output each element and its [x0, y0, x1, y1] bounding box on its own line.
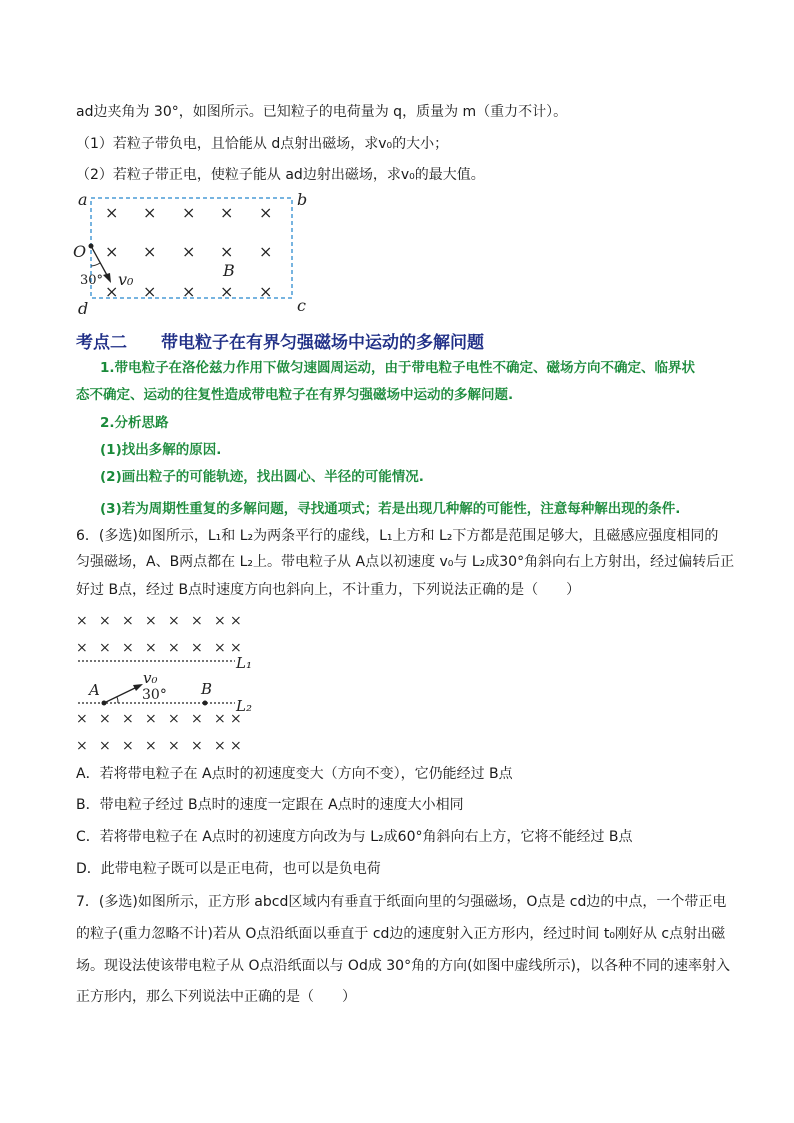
point-o-label: O	[73, 242, 87, 261]
cross-row: ×	[145, 711, 157, 727]
cross-mark: ×	[220, 203, 234, 222]
cross-row: ×	[230, 738, 242, 754]
question-7-stem: 7．(多选)如图所示，正方形 abcd区域内有垂直于纸面向里的匀强磁场，O点是 cd边的中点，一个带正电	[76, 894, 727, 910]
cross-row: ×	[99, 711, 111, 727]
cross-mark: ×	[259, 242, 273, 261]
cross-row: ×	[145, 640, 157, 656]
cross-mark: ×	[182, 203, 196, 222]
question-7-stem: 正方形内，那么下列说法中正确的是（ ）	[76, 989, 356, 1005]
question-6-stem: 6．(多选)如图所示，L₁和 L₂为两条平行的虚线，L₁上方和 L₂下方都是范围足够大，且磁感应强度相同的	[76, 528, 719, 544]
cross-row: ×	[76, 613, 88, 629]
question-6-stem: 匀强磁场，A、B两点都在 L₂上。带电粒子从 A点以初速度 v₀与 L₂成30°角斜向右上方射出，经过偏转后正	[76, 554, 735, 570]
cross-mark: ×	[182, 242, 196, 261]
option-c: C．若将带电粒子在 A点时的初速度方向改为与 L₂成60°角斜向右上方，它将不能经过 B点	[76, 829, 633, 845]
cross-row: ×	[76, 640, 88, 656]
question-7-stem: 的粒子(重力忽略不计)若从 O点沿纸面以垂直于 cd边的速度射入正方形内，经过时间 t₀刚好从 c点射出磁	[76, 926, 726, 942]
cross-row: ×	[191, 640, 203, 656]
method-step: 2.分析思路	[100, 415, 169, 431]
option-a: A．若将带电粒子在 A点时的初速度变大（方向不变），它仍能经过 B点	[76, 766, 513, 782]
l1-label: L₁	[236, 654, 252, 672]
cross-row: ×	[168, 738, 180, 754]
cross-mark: ×	[143, 242, 157, 261]
question-2: （2）若粒子带正电，使粒子能从 ad边射出磁场，求v₀的最大值。	[76, 167, 485, 183]
cross-mark: ×	[105, 242, 119, 261]
cross-mark: ×	[259, 203, 273, 222]
intro-line: ad边夹角为 30°，如图所示。已知粒子的电荷量为 q，质量为 m（重力不计）。	[76, 104, 568, 120]
question-1: （1）若粒子带负电，且恰能从 d点射出磁场，求v₀的大小；	[76, 136, 449, 152]
corner-c: c	[297, 296, 306, 315]
cross-row: ×	[230, 640, 242, 656]
cross-row: ×	[145, 613, 157, 629]
field-b-label: B	[223, 261, 235, 280]
cross-row: ×	[99, 738, 111, 754]
cross-row: ×	[99, 613, 111, 629]
option-d: D．此带电粒子既可以是正电荷，也可以是负电荷	[76, 861, 381, 877]
method-paragraph: 态不确定、运动的往复性造成带电粒子在有界匀强磁场中运动的多解问题.	[76, 387, 514, 403]
section-label: 考点二	[76, 333, 127, 353]
method-step: (2)画出粒子的可能轨迹，找出圆心、半径的可能情况.	[100, 469, 424, 485]
cross-row: ×	[214, 613, 226, 629]
cross-mark: ×	[105, 203, 119, 222]
question-7-stem: 场。现设法使该带电粒子从 O点沿纸面以与 Od成 30°角的方向(如图中虚线所示)，以各种不同的速率射入	[76, 958, 731, 974]
cross-row: ×	[99, 640, 111, 656]
cross-row: ×	[168, 640, 180, 656]
corner-a: a	[78, 190, 88, 209]
point-a-label: A	[89, 681, 100, 699]
method-paragraph: 1.带电粒子在洛伦兹力作用下做匀速圆周运动，由于带电粒子电性不确定、磁场方向不确定、临界状	[100, 360, 696, 376]
cross-row: ×	[76, 711, 88, 727]
cross-row: ×	[122, 613, 134, 629]
cross-row: ×	[122, 738, 134, 754]
cross-row: ×	[230, 711, 242, 727]
cross-row: ×	[214, 711, 226, 727]
velocity-label: v₀	[143, 669, 158, 687]
cross-mark: ×	[182, 282, 196, 301]
cross-row: ×	[214, 738, 226, 754]
angle-label: 30°	[80, 273, 104, 288]
angle-arc	[117, 697, 118, 703]
velocity-vector	[104, 687, 137, 703]
point-b	[203, 701, 208, 706]
cross-mark: ×	[143, 282, 157, 301]
cross-row: ×	[122, 711, 134, 727]
cross-row: ×	[145, 738, 157, 754]
method-step: (1)找出多解的原因.	[100, 442, 222, 458]
angle-arc	[91, 263, 100, 266]
cross-row: ×	[230, 613, 242, 629]
section-heading	[76, 328, 484, 353]
cross-row: ×	[214, 640, 226, 656]
cross-mark: ×	[259, 282, 273, 301]
l2-label: L₂	[236, 697, 252, 715]
question-6-stem: 好过 B点，经过 B点时速度方向也斜向上，不计重力，下列说法正确的是（ ）	[76, 582, 581, 598]
velocity-label: v₀	[118, 270, 134, 289]
cross-mark: ×	[105, 282, 119, 301]
cross-mark: ×	[220, 282, 234, 301]
cross-row: ×	[168, 613, 180, 629]
point-b-label: B	[201, 680, 213, 698]
cross-row: ×	[191, 738, 203, 754]
method-step: (3)若为周期性重复的多解问题，寻找通项式；若是出现几种解的可能性，注意每种解出现的条件.	[100, 501, 681, 517]
cross-row: ×	[76, 738, 88, 754]
cross-row: ×	[168, 711, 180, 727]
corner-b: b	[297, 190, 308, 209]
angle-label: 30°	[142, 687, 167, 703]
section-title: 带电粒子在有界匀强磁场中运动的多解问题	[161, 333, 484, 353]
cross-mark: ×	[143, 203, 157, 222]
cross-mark: ×	[220, 242, 234, 261]
cross-row: ×	[191, 613, 203, 629]
option-b: B．带电粒子经过 B点时的速度一定跟在 A点时的速度大小相同	[76, 797, 464, 813]
cross-row: ×	[191, 711, 203, 727]
corner-d: d	[78, 299, 89, 318]
cross-row: ×	[122, 640, 134, 656]
